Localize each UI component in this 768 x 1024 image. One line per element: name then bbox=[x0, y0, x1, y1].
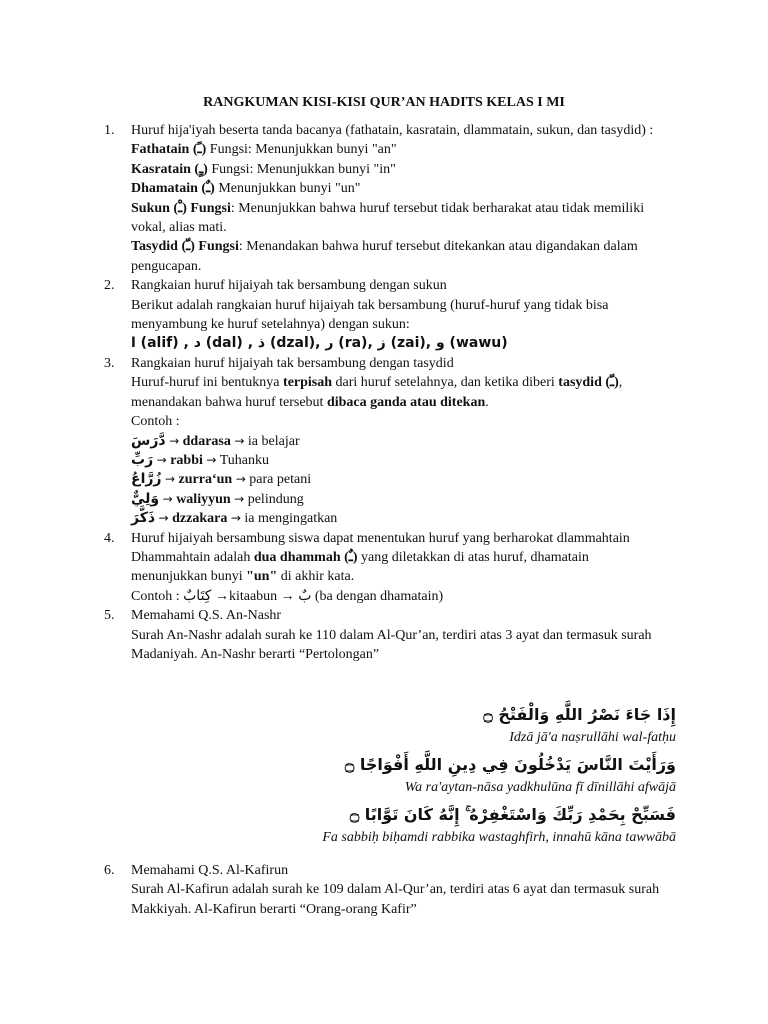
example-meaning: ia belajar bbox=[247, 433, 300, 449]
example-latin: ddarasa bbox=[182, 433, 231, 449]
item5-heading: Memahami Q.S. An-Nashr bbox=[131, 608, 282, 624]
example-latin: waliyyun bbox=[176, 491, 231, 507]
item-number: 2. bbox=[104, 278, 115, 294]
summary-list bbox=[104, 121, 664, 664]
fathatain-text: Fungsi: Menunjukkan bunyi "an" bbox=[206, 142, 397, 158]
arrow-icon: → bbox=[230, 511, 241, 526]
item3-description bbox=[131, 373, 664, 412]
text-run: , menandakan bahwa huruf tersebut bbox=[131, 375, 623, 410]
summary-list-continued bbox=[104, 861, 664, 919]
list-item-3 bbox=[104, 354, 664, 529]
sukun-text: : Menunjukkan bahwa huruf tersebut tidak berharakat atau tidak memiliki vokal, alias mati. bbox=[131, 200, 645, 236]
item2-heading: Rangkaian huruf hijaiyah tak bersambung dengan sukun bbox=[131, 278, 447, 294]
example-row bbox=[131, 432, 664, 451]
kasratain-text: Fungsi: Menunjukkan bunyi "in" bbox=[207, 161, 396, 177]
text-run: Dhammahtain adalah bbox=[131, 549, 254, 565]
arrow-icon: → bbox=[156, 452, 167, 467]
list-item-4 bbox=[104, 529, 664, 607]
kasratain-line bbox=[131, 160, 664, 179]
example-latin: rabbi bbox=[170, 452, 203, 468]
example-latin: zurra‘un bbox=[178, 472, 233, 488]
text-bold: dua dhammah (ـٌ) bbox=[253, 549, 358, 565]
fathatain-label: Fathatain (ـً) bbox=[131, 142, 207, 158]
text-run: di akhir kata. bbox=[277, 569, 355, 585]
text-bold: tasydid (ـّ) bbox=[558, 375, 619, 391]
item-number: 3. bbox=[104, 355, 115, 371]
item4-description bbox=[131, 548, 664, 587]
contoh-label: Contoh : bbox=[131, 414, 180, 430]
verse-3-transliteration: Fa sabbiḥ biḥamdi rabbika wastaghfirh, innahū kāna tawwābā bbox=[322, 830, 676, 845]
text-bold: dibaca ganda atau ditekan bbox=[326, 394, 486, 410]
arrow-icon: → bbox=[234, 491, 245, 506]
text-run: dari huruf setelahnya, dan ketika diberi bbox=[332, 375, 559, 391]
verse-1-transliteration: Idzā jā'a naṣrullāhi wal-fatḥu bbox=[509, 730, 676, 745]
fathatain-line bbox=[131, 140, 664, 159]
surah-an-nashr-verses bbox=[128, 702, 676, 852]
example-arabic: رَبِّ bbox=[131, 451, 154, 468]
example-row bbox=[131, 490, 664, 509]
example-arabic: دَّرَسَ bbox=[131, 432, 166, 449]
item-number: 4. bbox=[104, 530, 115, 546]
sukun-line bbox=[131, 199, 664, 238]
page-title: RANGKUMAN KISI-KISI QUR’AN HADITS KELAS I MI bbox=[203, 95, 565, 110]
arrow-icon: → bbox=[235, 472, 246, 487]
list-item-2 bbox=[104, 276, 664, 354]
example-row bbox=[131, 470, 664, 489]
arrow-icon: → bbox=[206, 452, 217, 467]
kasratain-label: Kasratain (ـٍ) bbox=[131, 161, 208, 177]
dhamatain-text: Menunjukkan bunyi "un" bbox=[214, 181, 361, 197]
example-arabic: وَلِيٌّ bbox=[131, 490, 160, 507]
text-bold: terpisah bbox=[283, 375, 333, 391]
sukun-label: Sukun (ـْ) Fungsi bbox=[131, 200, 231, 216]
example-row bbox=[131, 451, 664, 470]
item6-heading: Memahami Q.S. Al-Kafirun bbox=[131, 863, 289, 878]
item5-description: Surah An-Nashr adalah surah ke 110 dalam Al-Qur’an, terdiri atas 3 ayat dan termasuk surah Madaniyah. An-Nashr berarti “Pertolongan” bbox=[131, 627, 652, 662]
item2-description: Berikut adalah rangkaian huruf hijaiyah tak bersambung (huruf-huruf yang tidak bisa menyambung ke huruf setelahnya) dengan sukun: bbox=[131, 297, 609, 333]
example-meaning: Tuhanku bbox=[219, 452, 269, 468]
example-latin: dzzakara bbox=[172, 511, 228, 527]
example-meaning: pelindung bbox=[247, 491, 304, 507]
list-item-1 bbox=[104, 121, 664, 276]
item-number: 1. bbox=[104, 123, 115, 138]
item-number: 5. bbox=[104, 608, 115, 624]
arrow-icon: → bbox=[234, 433, 245, 448]
dhamatain-label: Dhamatain (ـٌ) bbox=[131, 181, 215, 197]
item6-description: Surah Al-Kafirun adalah surah ke 109 dalam Al-Qur’an, terdiri atas 6 ayat dan termasuk surah Makkiyah. Al-Kafirun berarti “Orang-orang Kafir” bbox=[131, 882, 660, 917]
item4-heading: Huruf hijaiyah bersambung siswa dapat menentukan huruf yang berharokat dlammahtain bbox=[131, 530, 630, 546]
item4-example: Contoh : كِتَابٌ →kitaabun → بٌ (ba dengan dhamatain) bbox=[131, 588, 444, 604]
item1-intro: Huruf hija'iyah beserta tanda bacanya (fathatain, kasratain, dlammatain, sukun, dan tasydid) : bbox=[131, 123, 654, 138]
example-meaning: ia mengingatkan bbox=[244, 511, 338, 527]
arrow-icon: → bbox=[162, 491, 173, 506]
text-run: Huruf-huruf ini bentuknya bbox=[131, 375, 284, 391]
arrow-icon: → bbox=[158, 511, 169, 526]
text-run: . bbox=[485, 394, 489, 410]
verse-3-arabic: فَسَبِّحْ بِحَمْدِ رَبِّكَ وَاسْتَغْفِرْهُ ۚ إِنَّهُ كَانَ تَوَّابًا ۝ bbox=[349, 805, 676, 824]
arrow-icon: → bbox=[169, 433, 180, 448]
item3-heading: Rangkaian huruf hijaiyah tak bersambung dengan tasydid bbox=[131, 355, 454, 371]
verse-2-transliteration: Wa ra'aytan-nāsa yadkhulūna fī dīnillāhi afwājā bbox=[404, 780, 676, 795]
verse-1-arabic: إِذَا جَاءَ نَصْرُ اللَّهِ وَالْفَتْحُ ۝ bbox=[483, 705, 676, 724]
tasydid-text: : Menandakan bahwa huruf tersebut ditekankan atau digandakan dalam pengucapan. bbox=[131, 239, 638, 274]
example-row bbox=[131, 509, 664, 528]
item2-letters: ا (alif) , د (dal) , ذ (dzal), ر (ra), ز (zai), و (wawu) bbox=[131, 335, 508, 352]
example-arabic: ذَكَّرَ bbox=[131, 510, 156, 527]
tasydid-line bbox=[131, 237, 664, 276]
verse-2-arabic: وَرَأَيْتَ النَّاسَ يَدْخُلُونَ فِي دِينِ اللَّهِ أَفْوَاجًا ۝ bbox=[344, 755, 676, 774]
text-run: yang diletakkan di atas huruf, dhamatain menunjukkan bunyi bbox=[131, 549, 589, 585]
text-bold: "un" bbox=[246, 569, 278, 585]
dhamatain-line bbox=[131, 179, 664, 198]
item-number: 6. bbox=[104, 863, 115, 878]
list-item-5 bbox=[104, 606, 664, 664]
example-meaning: para petani bbox=[249, 472, 312, 488]
tasydid-label: Tasydid (ـّ) Fungsi bbox=[131, 239, 239, 255]
list-item-6 bbox=[104, 861, 664, 919]
example-arabic: زُرَّاعُ bbox=[131, 471, 162, 488]
arrow-icon: → bbox=[164, 472, 176, 487]
